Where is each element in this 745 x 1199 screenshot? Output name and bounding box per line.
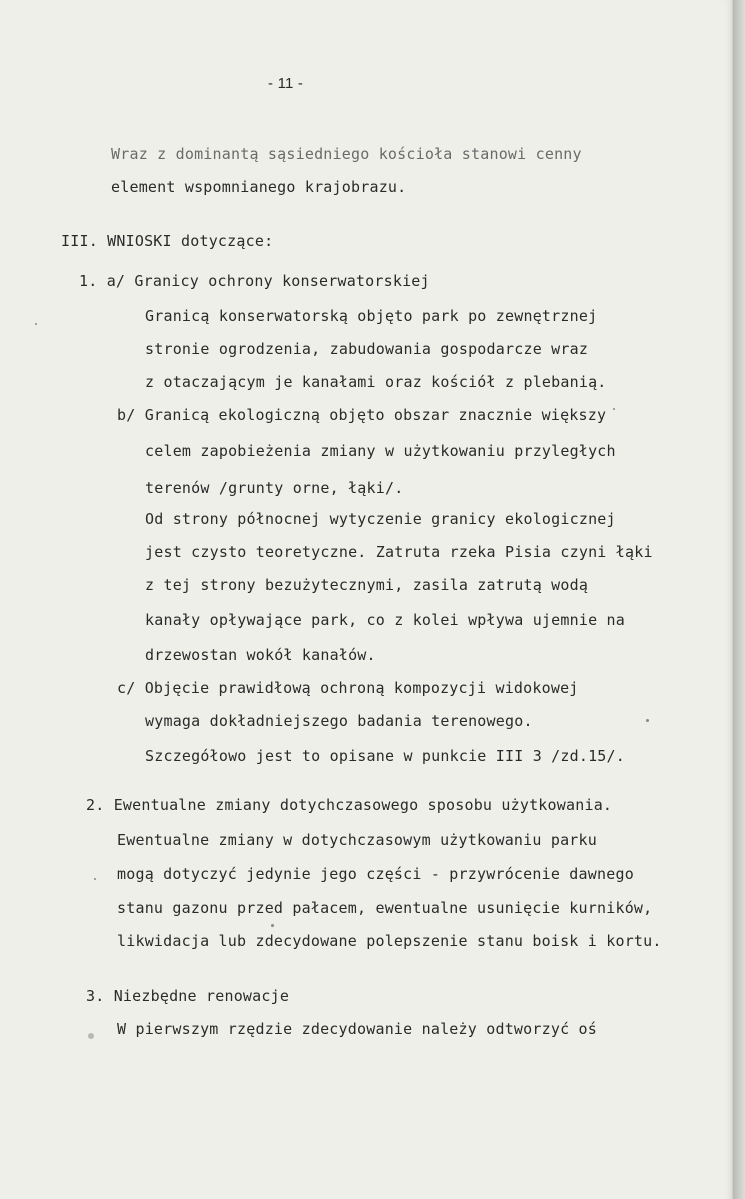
paper-speck [271, 924, 274, 927]
point1b-line-1: b/ Granicą ekologiczną objęto obszar znacznie większy [117, 406, 607, 424]
point3-line-2: W pierwszym rzędzie zdecydowanie należy odtworzyć oś [117, 1020, 597, 1038]
point1a-title: 1. a/ Granicy ochrony konserwatorskiej [79, 272, 430, 290]
point1a-line-1: Granicą konserwatorską objęto park po zewnętrznej [145, 307, 598, 325]
paper-speck [613, 408, 615, 410]
point1b-line-3: terenów /grunty orne, łąki/. [145, 479, 404, 497]
page-number: - 11 - [268, 75, 304, 92]
point1a-line-3: z otaczającym je kanałami oraz kościół z plebanią. [145, 373, 607, 391]
point1c-line-2: wymaga dokładniejszego badania terenowego. [145, 712, 533, 730]
point2-line-4: stanu gazonu przed pałacem, ewentualne usunięcie kurników, [117, 899, 653, 917]
section-heading: III. WNIOSKI dotyczące: [61, 232, 274, 250]
point1c-line-1: c/ Objęcie prawidłową ochroną kompozycji widokowej [117, 679, 579, 697]
intro-line-2: element wspomnianego krajobrazu. [111, 178, 407, 196]
point1c-line-3: Szczegółowo jest to opisane w punkcie III 3 /zd.15/. [145, 747, 625, 765]
paper-speck [35, 323, 37, 325]
point1b-line-5: jest czysto teoretyczne. Zatruta rzeka Pisia czyni łąki [145, 543, 653, 561]
point2-line-1: 2. Ewentualne zmiany dotychczasowego sposobu użytkowania. [86, 796, 613, 814]
point1a-line-2: stronie ogrodzenia, zabudowania gospodarcze wraz [145, 340, 589, 358]
point1b-line-6: z tej strony bezużytecznymi, zasila zatrutą wodą [145, 576, 589, 594]
paper-speck [94, 878, 96, 880]
point2-line-3: mogą dotyczyć jedynie jego części - przywrócenie dawnego [117, 865, 634, 883]
point1b-line-7: kanały opływające park, co z kolei wpływa ujemnie na [145, 611, 625, 629]
point3-line-1: 3. Niezbędne renowacje [86, 987, 290, 1005]
paper-speck [646, 719, 649, 722]
page-edge [733, 0, 745, 1199]
point1b-line-2: celem zapobieżenia zmiany w użytkowaniu przyległych [145, 442, 616, 460]
point1b-line-4: Od strony północnej wytyczenie granicy ekologicznej [145, 510, 616, 528]
intro-line-1: Wraz z dominantą sąsiedniego kościoła stanowi cenny [111, 145, 582, 163]
point2-line-5: likwidacja lub zdecydowane polepszenie stanu boisk i kortu. [117, 932, 662, 950]
paper-speck [88, 1033, 94, 1039]
point2-line-2: Ewentualne zmiany w dotychczasowym użytkowaniu parku [117, 831, 597, 849]
point1b-line-8: drzewostan wokół kanałów. [145, 646, 376, 664]
